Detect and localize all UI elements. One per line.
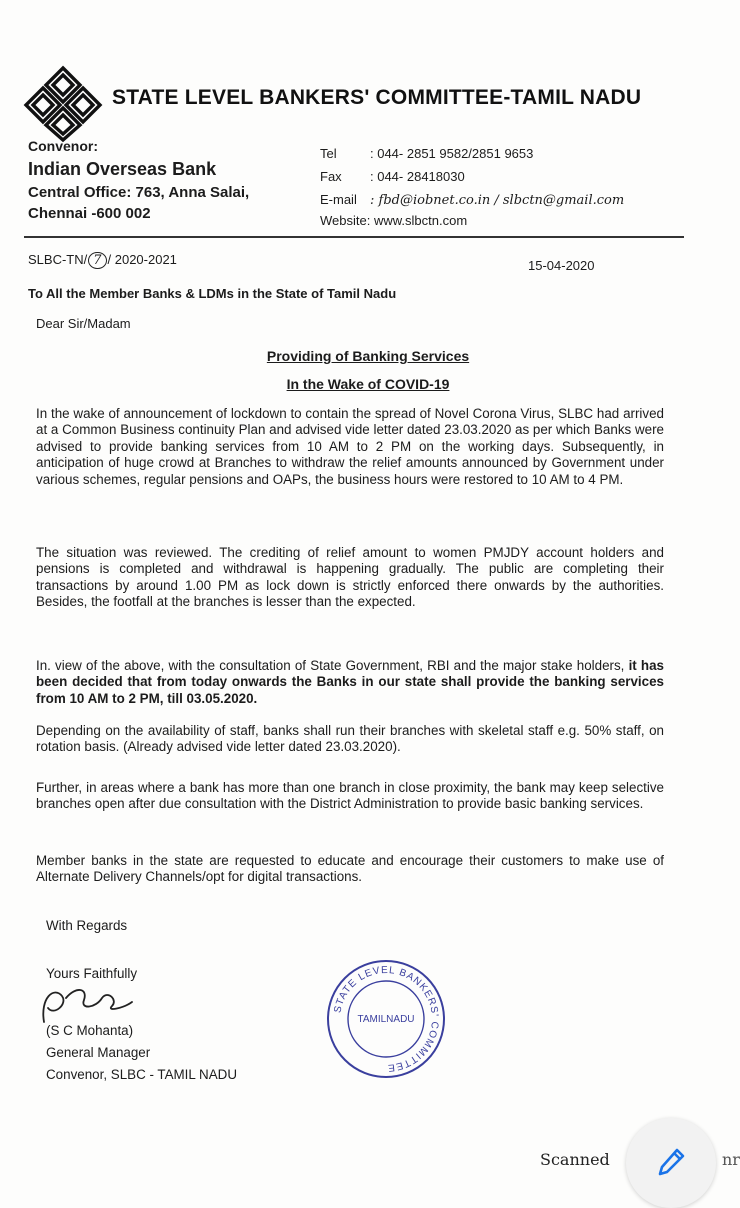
paragraph-2: The situation was reviewed. The crediting of relief amount to women PMJDY account holders and pensions is completed and withdrawal is happening gradually. The public are completing their transactions by around 1.00 PM as lock down is strictly enforced there onwards by the authorities. Besides, the footfall at the branches is lesser than the expected. [36, 545, 664, 610]
contact-label: Fax [320, 169, 342, 184]
paragraph-5: Further, in areas where a bank has more than one branch in close proximity, the bank may keep selective branches open after due consultation with the District Administration to provide basic banking services. [36, 780, 664, 812]
contact-website [320, 213, 467, 228]
closing-yours: Yours Faithfully [46, 966, 138, 981]
letter-date: 15-04-2020 [528, 258, 595, 273]
paragraph-4: Depending on the availability of staff, banks shall run their branches with skeletal staff e.g. 50% staff, on rotation basis. (Already advised vide letter dated 23.03.2020). [36, 723, 664, 755]
official-seal-icon [322, 955, 450, 1083]
contact-value: : fbd@iobnet.co.in / slbctn@gmail.com [370, 193, 625, 208]
subject-line-2: In the Wake of COVID-19 [286, 376, 450, 392]
ref-prefix: SLBC-TN/ [28, 252, 88, 267]
pencil-icon [655, 1146, 687, 1180]
contact-value: : 044- 2851 9582/2851 9653 [370, 146, 534, 161]
bank-address-line2: Chennai -600 002 [28, 205, 151, 222]
bank-address-line1: Central Office: 763, Anna Salai, [28, 184, 250, 201]
contact-label: Website [320, 213, 367, 228]
ref-number-handwritten: 7 [88, 252, 106, 269]
salutation: Dear Sir/Madam [36, 316, 131, 331]
scanned-label: Scanned [540, 1150, 610, 1169]
svg-text:TAMILNADU: TAMILNADU [357, 1014, 415, 1025]
contact-label: Tel [320, 146, 337, 161]
subject-line-1: Providing of Banking Services [266, 348, 470, 364]
paragraph-3-decision: it has been decided that from today onwards the Banks in our state shall provide the banking services from 10 AM to 2 PM, till 03.05.2020. [36, 658, 664, 706]
reference-number [28, 252, 177, 269]
svg-text:STATE LEVEL BANKERS' COMMITTEE: STATE LEVEL BANKERS' COMMITTEE [332, 964, 441, 1074]
contact-value: : www.slbctn.com [366, 213, 468, 228]
closing-regards: With Regards [46, 918, 128, 933]
convenor-label: Convenor: [28, 138, 98, 154]
paragraph-1: In the wake of announcement of lockdown to contain the spread of Novel Corona Virus, SLBC had arrived at a Common Business continuity Plan and advised vide letter dated 23.03.2020 as per which Banks were advised to provide banking services from 10 AM to 2 PM on the working days. Subsequently, in anticipation of huge crowd at Branches to withdraw the relief amounts announced by Government under various schemes, regular pensions and OAPs, the business hours were restored to 10 AM to 4 PM. [36, 406, 664, 487]
slbc-logo-icon [22, 64, 104, 140]
ref-suffix: / 2020-2021 [107, 252, 177, 267]
header-divider [24, 236, 684, 238]
scanner-trailing-text: nr [722, 1150, 740, 1169]
bank-name: Indian Overseas Bank [28, 159, 217, 179]
contact-label: E-mail [320, 192, 357, 207]
contact-fax [320, 169, 465, 184]
signatory-name: (S C Mohanta) [46, 1023, 134, 1038]
paragraph-3 [36, 658, 664, 707]
contact-value: : 044- 28418030 [370, 169, 465, 184]
signatory-designation: General Manager [46, 1045, 151, 1060]
addressee: To All the Member Banks & LDMs in the State of Tamil Nadu [28, 286, 397, 301]
contact-tel [320, 146, 533, 161]
signatory-office: Convenor, SLBC - TAMIL NADU [46, 1067, 238, 1082]
edit-button[interactable] [626, 1118, 716, 1208]
contact-email [320, 192, 624, 208]
paragraph-6: Member banks in the state are requested to educate and encourage their customers to make use of Alternate Delivery Channels/opt for digital transactions. [36, 853, 664, 885]
organization-title: STATE LEVEL BANKERS' COMMITTEE-TAMIL NADU [112, 86, 642, 109]
paragraph-3-text: In. view of the above, with the consultation of State Government, RBI and the major stake holders, [36, 658, 625, 673]
